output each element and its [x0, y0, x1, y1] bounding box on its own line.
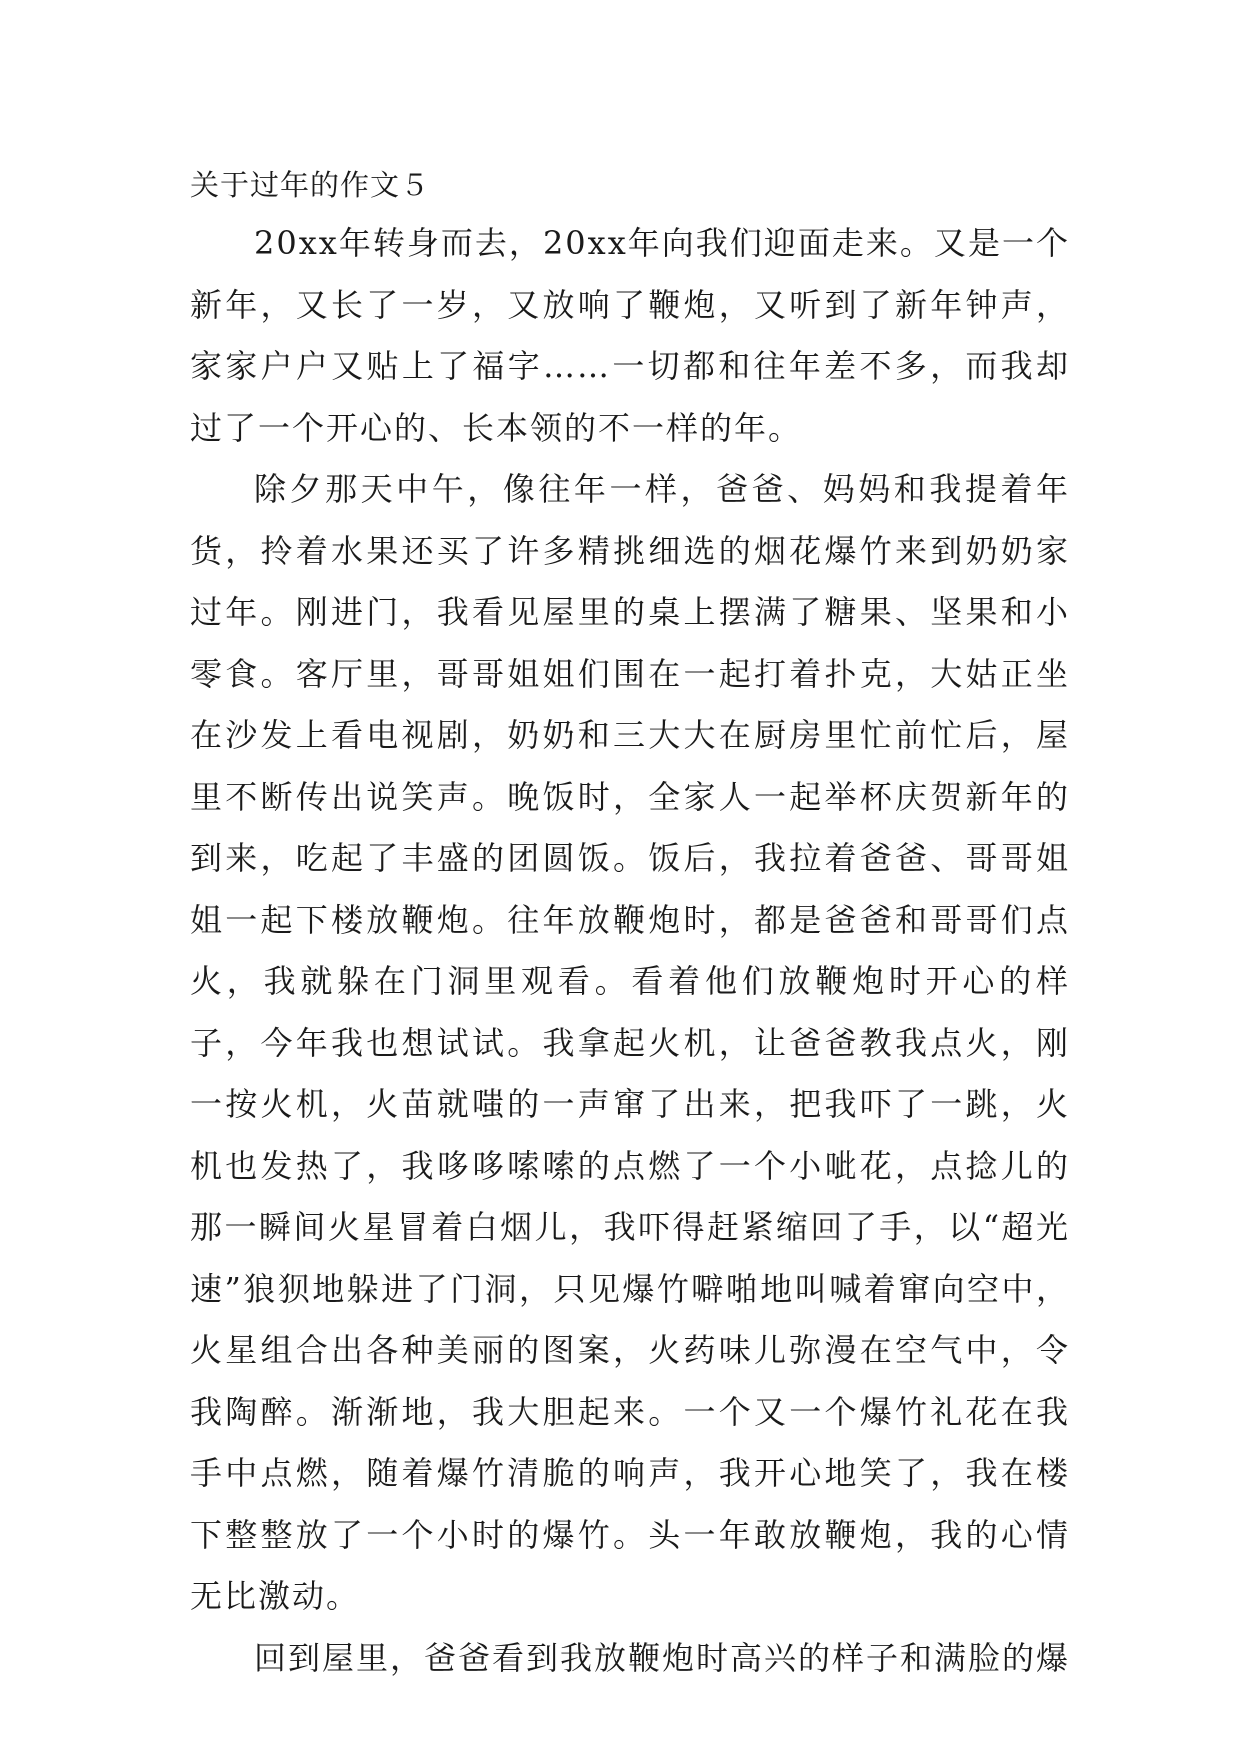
paragraph-2: 除夕那天中午，像往年一样，爸爸、妈妈和我提着年货，拎着水果还买了许多精挑细选的烟花爆竹来到奶奶家过年。刚进门，我看见屋里的桌上摆满了糖果、坚果和小零食。客厅里，哥哥姐姐们围在一起打着扑克，大姑正坐在沙发上看电视剧，奶奶和三大大在厨房里忙前忙后，屋里不断传出说笑声。晚饭时，全家人一起举杯庆贺新年的到来，吃起了丰盛的团圆饭。饭后，我拉着爸爸、哥哥姐姐一起下楼放鞭炮。往年放鞭炮时，都是爸爸和哥哥们点火，我就躲在门洞里观看。看着他们放鞭炮时开心的样子，今年我也想试试。我拿起火机，让爸爸教我点火，刚一按火机，火苗就嗤的一声窜了出来，把我吓了一跳，火机也发热了，我哆哆嗦嗦的点燃了一个小呲花，点捻儿的那一瞬间火星冒着白烟儿，我吓得赶紧缩回了手，以“超光速”狼狈地躲进了门洞，只见爆竹噼啪地叫喊着窜向空中，火星组合出各种美丽的图案，火药味儿弥漫在空气中，令我陶醉。渐渐地，我大胆起来。一个又一个爆竹礼花在我手中点燃，随着爆竹清脆的响声，我开心地笑了，我在楼下整整放了一个小时的爆竹。头一年敢放鞭炮，我的心情无比激动。 [190, 470, 1070, 1615]
document-body [190, 165, 1070, 1689]
document-title: 关于过年的作文５ [190, 168, 431, 202]
paragraph-3: 回到屋里，爸爸看到我放鞭炮时高兴的样子和满脸的爆 [254, 1638, 1071, 1677]
paragraph-1: 20xx年转身而去，20xx年向我们迎面走来。又是一个新年，又长了一岁，又放响了鞭炮，又听到了新年钟声，家家户户又贴上了福字……一切都和往年差不多，而我却过了一个开心的、长本领的不一样的年。 [190, 224, 1070, 447]
